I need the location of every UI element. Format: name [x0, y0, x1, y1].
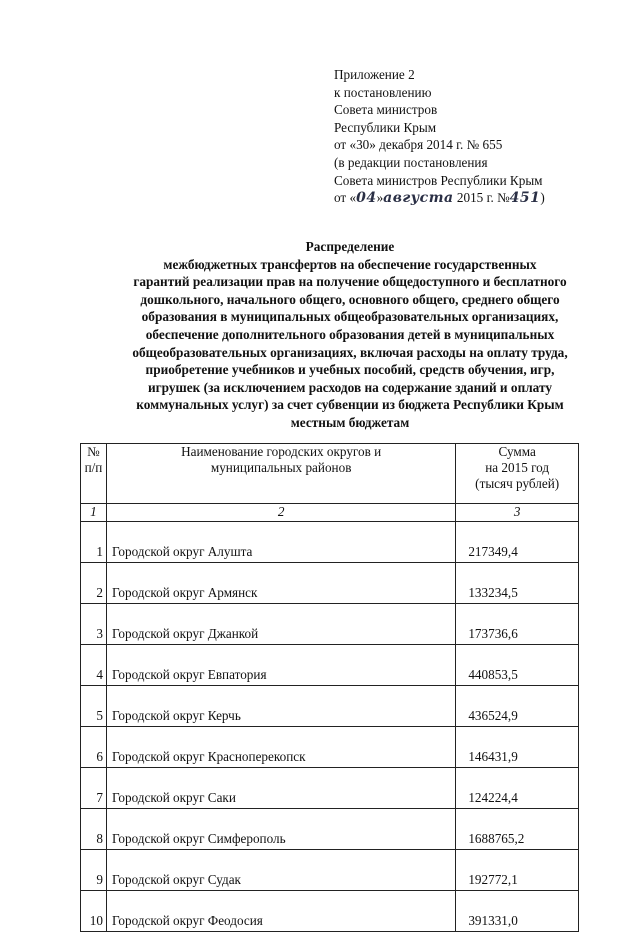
appendix-block: [334, 66, 634, 208]
amendment-quote: »: [376, 190, 384, 206]
distribution-table: [80, 443, 579, 932]
handwritten-month: августа: [383, 190, 454, 207]
table-row: [81, 727, 579, 768]
table-index-row: [81, 504, 579, 522]
row-name: Городской округ Алушта: [106, 522, 455, 563]
row-sum: 391331,0: [456, 891, 579, 932]
table-row: [81, 522, 579, 563]
row-name: Городской округ Джанкой: [106, 604, 455, 645]
row-sum: 440853,5: [456, 645, 579, 686]
row-sum: 133234,5: [456, 563, 579, 604]
index-cell: 1: [81, 504, 107, 522]
table-row: [81, 686, 579, 727]
row-sum: 173736,6: [456, 604, 579, 645]
title-line: образования в муниципальных общеобразовательных организациях,: [141, 309, 559, 325]
row-name: Городской округ Судак: [106, 850, 455, 891]
row-name: Городской округ Симферополь: [106, 809, 455, 850]
document-title: [55, 238, 640, 432]
appendix-line: (в редакции постановления: [334, 154, 488, 170]
amendment-suffix: ): [540, 190, 545, 206]
table-row: [81, 604, 579, 645]
index-cell: 2: [106, 504, 455, 522]
title-line: игрушек (за исключением расходов на содержание зданий и оплату: [147, 379, 552, 395]
handwritten-day: 04: [356, 190, 377, 207]
table-row: [81, 768, 579, 809]
title-line: местным бюджетам: [290, 414, 410, 430]
appendix-line: Республики Крым: [334, 119, 437, 135]
header-sum: Сумма на 2015 год (тысяч рублей): [456, 444, 579, 504]
row-number: 3: [81, 604, 107, 645]
row-sum: 1688765,2: [456, 809, 579, 850]
title-line: межбюджетных трансфертов на обеспечение государственных: [163, 256, 537, 272]
title-line: приобретение учебников и учебных пособий, средств обучения, игр,: [145, 362, 555, 378]
row-sum: 124224,4: [456, 768, 579, 809]
appendix-line: от «30» декабря 2014 г. № 655: [334, 137, 503, 153]
row-number: 6: [81, 727, 107, 768]
header-number: № п/п: [81, 444, 107, 504]
table-row: [81, 645, 579, 686]
row-number: 1: [81, 522, 107, 563]
appendix-line: Приложение 2: [334, 67, 415, 82]
row-number: 10: [81, 891, 107, 932]
row-sum: 192772,1: [456, 850, 579, 891]
title-line: обеспечение дополнительного образования детей в муниципальных: [145, 326, 555, 342]
table-row: [81, 891, 579, 932]
index-cell: 3: [456, 504, 579, 522]
row-name: Городской округ Армянск: [106, 563, 455, 604]
row-name: Городской округ Керчь: [106, 686, 455, 727]
title-line: общеобразовательных организациях, включая расходы на оплату труда,: [132, 344, 568, 360]
table-row: [81, 563, 579, 604]
row-name: Городской округ Саки: [106, 768, 455, 809]
table-body: [81, 522, 579, 932]
row-number: 9: [81, 850, 107, 891]
appendix-line: к постановлению: [334, 84, 432, 100]
row-name: Городской округ Феодосия: [106, 891, 455, 932]
table-row: [81, 850, 579, 891]
header-name: Наименование городских округов и муниципальных районов: [106, 444, 455, 504]
row-number: 8: [81, 809, 107, 850]
row-sum: 436524,9: [456, 686, 579, 727]
row-number: 2: [81, 563, 107, 604]
table-row: [81, 809, 579, 850]
title-line: гарантий реализации прав на получение общедоступного и бесплатного: [133, 274, 567, 290]
appendix-line: Совета министров Республики Крым: [334, 172, 543, 188]
amendment-date-line: [334, 189, 634, 208]
handwritten-number: 451: [509, 190, 541, 207]
title-heading: Распределение: [305, 239, 395, 254]
amendment-prefix: от «: [334, 190, 357, 206]
row-sum: 217349,4: [456, 522, 579, 563]
row-number: 7: [81, 768, 107, 809]
row-number: 4: [81, 645, 107, 686]
row-name: Городской округ Евпатория: [106, 645, 455, 686]
title-line: коммунальных услуг) за счет субвенции из бюджета Республики Крым: [136, 397, 564, 413]
amendment-year: 2015 г. №: [453, 190, 510, 206]
row-number: 5: [81, 686, 107, 727]
title-line: дошкольного, начального общего, основного общего, среднего общего: [140, 291, 560, 307]
table-header-row: [81, 444, 579, 504]
row-sum: 146431,9: [456, 727, 579, 768]
appendix-line: Совета министров: [334, 102, 438, 118]
row-name: Городской округ Красноперекопск: [106, 727, 455, 768]
